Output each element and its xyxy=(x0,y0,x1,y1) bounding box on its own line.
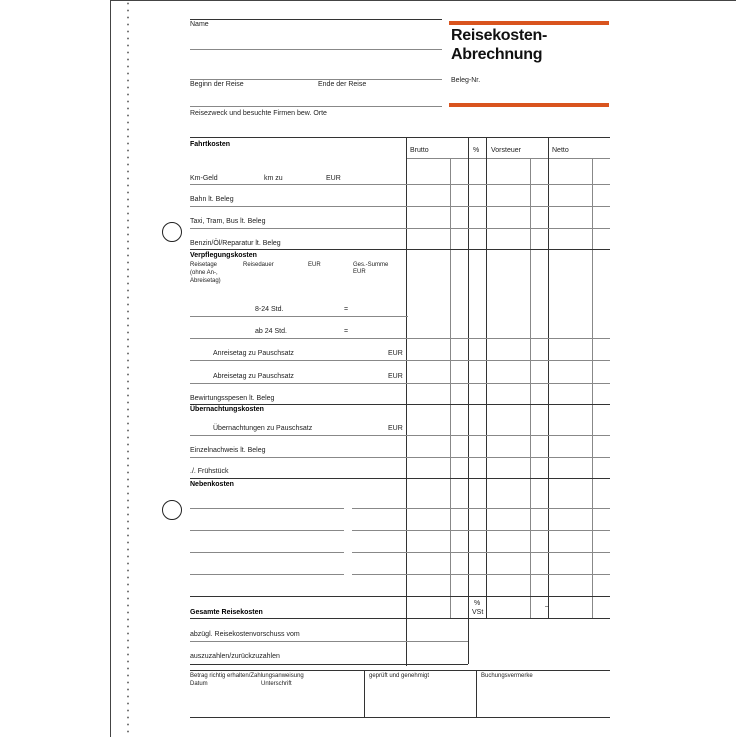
dates-line[interactable] xyxy=(190,79,442,80)
uebernachtung-heading: Übernachtungskosten xyxy=(190,406,264,413)
perforation-line xyxy=(127,0,129,736)
col-netto: Netto xyxy=(552,147,569,154)
col-brutto: Brutto xyxy=(410,147,429,154)
row-einzelnachweis[interactable] xyxy=(190,457,610,458)
bewirtung-label: Bewirtungsspesen lt. Beleg xyxy=(190,395,275,402)
vorschuss-label: abzügl. Reisekostenvorschuss vom xyxy=(190,631,300,638)
reisetage-label: Reisetage xyxy=(190,262,218,268)
uebernachtung-pauschsatz-label: Übernachtungen zu Pauschsatz xyxy=(213,425,313,432)
col-line-percent-left xyxy=(468,137,469,618)
footer-divider-1 xyxy=(364,670,365,718)
footer-top-line xyxy=(190,670,610,671)
row-8-24[interactable] xyxy=(190,316,408,317)
km-eur-label: EUR xyxy=(326,175,341,182)
row-gesamt[interactable] xyxy=(190,618,610,619)
reisedauer-label: Reisedauer xyxy=(243,262,274,268)
row-abreise[interactable] xyxy=(190,383,610,384)
col-line-vorsteuer-cents xyxy=(530,158,531,618)
nebenkosten-line-1b[interactable] xyxy=(352,508,610,509)
punch-hole-bottom xyxy=(162,500,182,520)
ges-summe-label: Ges.-Summe xyxy=(353,262,389,268)
bahn-label: Bahn lt. Beleg xyxy=(190,196,234,203)
totals-right-border xyxy=(468,618,469,664)
begin-label: Beginn der Reise xyxy=(190,81,244,88)
name-field-line[interactable] xyxy=(190,49,442,50)
col-line-netto-cents xyxy=(592,158,593,618)
nebenkosten-heading: Nebenkosten xyxy=(190,481,234,488)
auszuzahlen-label: auszuzahlen/zurückzuzahlen xyxy=(190,653,280,660)
anreise-eur-label: EUR xyxy=(388,350,403,357)
title-accent-bar-top xyxy=(449,21,609,25)
nebenkosten-line-3a[interactable] xyxy=(190,552,344,553)
anreise-label: Anreisetag zu Pauschsatz xyxy=(213,350,294,357)
col-line-brutto-cents xyxy=(450,158,451,618)
verpflegung-eur-label: EUR xyxy=(308,262,321,268)
footer-divider-2 xyxy=(476,670,477,718)
nebenkosten-line-3b[interactable] xyxy=(352,552,610,553)
nebenkosten-line-4b[interactable] xyxy=(352,574,610,575)
abreisetag-label: Abreisetag) xyxy=(190,278,221,284)
gesamt-percent-mark: % xyxy=(474,600,481,607)
row-8-24-equals: = xyxy=(344,306,349,313)
unterschrift-label: Unterschrift xyxy=(261,681,292,687)
nebenkosten-line-1a[interactable] xyxy=(190,508,344,509)
buchung-label: Buchungsvermerke xyxy=(481,673,533,679)
nebenkosten-line-4a[interactable] xyxy=(190,574,344,575)
row-vorschuss[interactable] xyxy=(190,641,468,642)
nebenkosten-bottom-line xyxy=(190,596,610,597)
datum-label: Datum xyxy=(190,681,208,687)
end-label: Ende der Reise xyxy=(318,81,367,88)
uebernachtung-eur-label: EUR xyxy=(388,425,403,432)
abreise-eur-label: EUR xyxy=(388,373,403,380)
ohne-an-label: (ohne An-, xyxy=(190,270,218,276)
row-auszuzahlen[interactable] xyxy=(190,664,468,665)
taxi-label: Taxi, Tram, Bus lt. Beleg xyxy=(190,218,266,225)
geprueft-label: geprüft und genehmigt xyxy=(369,673,430,679)
fahrtkosten-heading: Fahrtkosten xyxy=(190,141,231,148)
column-header-line xyxy=(407,158,610,159)
footer-bottom-line[interactable] xyxy=(190,717,610,718)
row-taxi[interactable] xyxy=(190,228,610,229)
row-anreise[interactable] xyxy=(190,360,610,361)
punch-hole-top xyxy=(162,222,182,242)
nebenkosten-line-2b[interactable] xyxy=(352,530,610,531)
table-top-line xyxy=(190,137,610,138)
title-accent-bar-bottom xyxy=(449,103,609,107)
verpflegung-heading: Verpflegungskosten xyxy=(190,252,257,259)
col-line-vorsteuer-left xyxy=(486,137,487,618)
form-title-line2: Abrechnung xyxy=(451,46,543,63)
fruehstueck-label: ./. Frühstück xyxy=(190,468,229,475)
col-line-brutto-left xyxy=(406,137,407,666)
col-percent: % xyxy=(473,147,480,154)
row-uebernachtung-pauschsatz[interactable] xyxy=(190,435,610,436)
purpose-top-line xyxy=(190,106,442,107)
col-line-netto-left xyxy=(548,137,549,618)
row-fruehstueck[interactable] xyxy=(190,478,610,479)
row-bewirtung[interactable] xyxy=(190,404,610,405)
benzin-label: Benzin/Öl/Reparatur lt. Beleg xyxy=(190,240,281,247)
km-zu-label: km zu xyxy=(264,175,283,182)
row-24[interactable] xyxy=(190,338,610,339)
gesamt-label: Gesamte Reisekosten xyxy=(190,609,263,616)
ges-summe-eur-label: EUR xyxy=(353,269,366,275)
nebenkosten-line-2a[interactable] xyxy=(190,530,344,531)
betrag-label: Betrag richtig erhalten/Zahlungsanweisung xyxy=(190,673,304,679)
gesamt-vst-mark: VSt xyxy=(472,609,484,616)
row-24-equals: = xyxy=(344,328,349,335)
purpose-label: Reisezweck und besuchte Firmen bew. Orte xyxy=(190,110,327,117)
name-top-line xyxy=(190,19,442,20)
einzelnachweis-label: Einzelnachweis lt. Beleg xyxy=(190,447,266,454)
row-km-geld[interactable] xyxy=(190,184,610,185)
row-24-label: ab 24 Std. xyxy=(255,328,287,335)
col-vorsteuer: Vorsteuer xyxy=(491,147,521,154)
row-benzin[interactable] xyxy=(190,249,610,250)
receipt-no-label: Beleg-Nr. xyxy=(451,77,481,84)
abreise-label: Abreisetag zu Pauschsatz xyxy=(213,373,294,380)
row-bahn[interactable] xyxy=(190,206,610,207)
row-8-24-label: 8-24 Std. xyxy=(255,306,284,313)
km-geld-label: Km-Geld xyxy=(190,175,218,182)
gesamt-dash: – xyxy=(545,603,549,610)
name-label: Name xyxy=(190,21,209,28)
form-title-line1: Reisekosten- xyxy=(451,27,547,44)
